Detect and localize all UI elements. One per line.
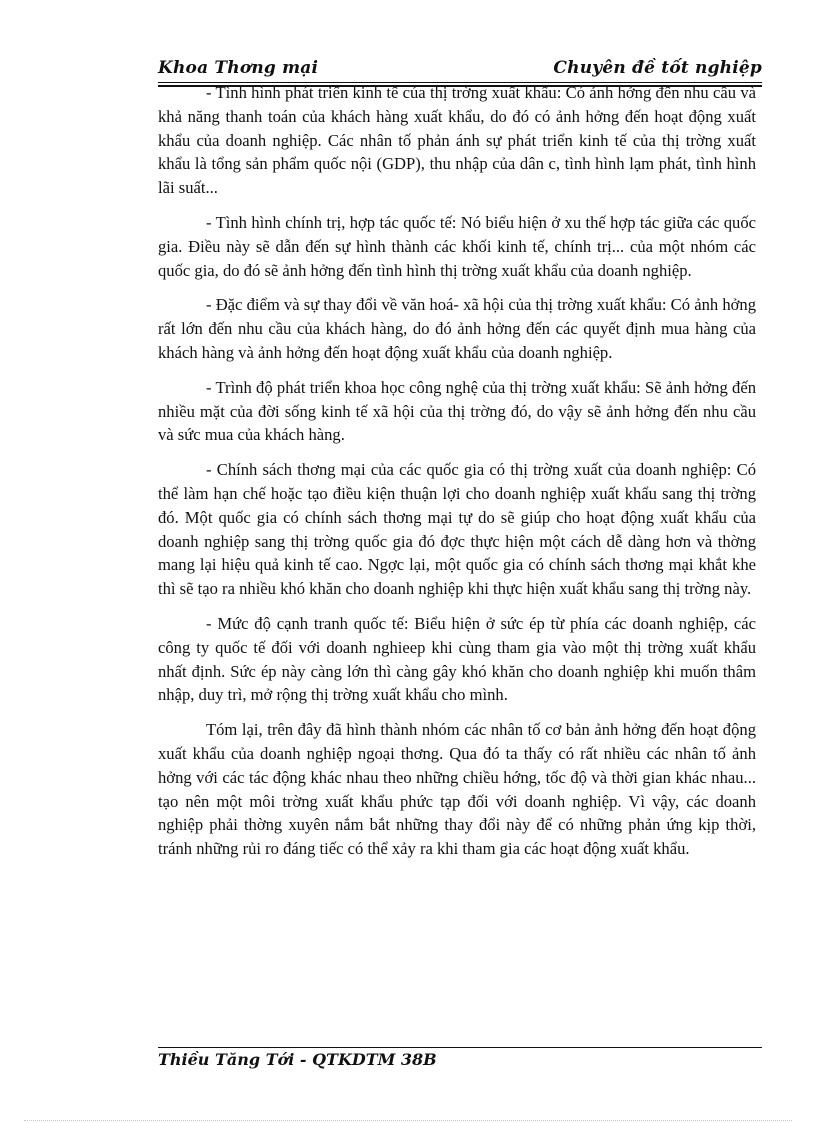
paragraph-conclusion: Tóm lại, trên đây đã hình thành nhóm các nhân tố cơ bản ảnh hởng đến hoạt động xuất khẩu của doanh nghiệp ngoại thơng. Qua đó ta thấy có rất nhiều các nhân tố ảnh hởng với các tác động khác nhau theo những chiều hớng, tốc độ và thời gian khác nhau... tạo nên một môi trờng xuất khẩu phức tạp đối với doanh nghiệp. Vì vậy, các doanh nghiệp phải thờng xuyên nắm bắt những thay đổi này để có những phản ứng kịp thời, tránh những rủi ro đáng tiếc có thể xảy ra khi tham gia các hoạt động xuất khẩu.: [158, 720, 756, 859]
paragraph-science-technology: - Trình độ phát triển khoa học công nghệ của thị trờng xuất khẩu: Sẽ ảnh hởng đến nhiều mặt của đời sống kinh tế xã hội của thị trờng đó, do vậy sẽ ảnh hởng đến nhu cầu và sức mua của khách hàng.: [158, 377, 756, 445]
paragraph-trade-policy: - Chính sách thơng mại của các quốc gia có thị trờng xuất của doanh nghiệp: Có thể làm hạn chế hoặc tạo điều kiện thuận lợi cho doanh nghiệp xuất khẩu sang thị trờng đó. Một quốc gia có chính sách thơng mại tự do sẽ giúp cho hoạt động xuất khẩu của doanh nghiệp sang thị trờng quốc gia đó đợc thực hiện một cách dễ dàng hơn và thờng mang lại hiệu quả kinh tế cao. Ngợc lại, một quốc gia có chính sách thơng mại khắt khe thì sẽ tạo ra nhiều khó khăn cho doanh nghiệp khi thực hiện xuất khẩu sang thị trờng này.: [158, 460, 756, 599]
footer-rule: [158, 1047, 762, 1048]
paragraph-economic-development: - Tình hình phát triển kinh tế của thị trờng xuất khẩu: Có ảnh hởng đến nhu cầu và khả năng thanh toán của khách hàng xuất khẩu, do đó có ảnh hởng đến hoạt động xuất khẩu của doanh nghiệp. Các nhân tố phản ánh sự phát triển kinh tế của thị trờng xuất khẩu là tổng sản phẩm quốc nội (GDP), thu nhập của dân c, tình hình lạm phát, tình hình lãi suất...: [158, 83, 756, 198]
header-report-title: Chuyên đề tốt nghiệp: [553, 58, 762, 78]
paragraph-competition: - Mức độ cạnh tranh quốc tế: Biểu hiện ở sức ép từ phía các doanh nghiệp, các công ty quốc tế đối với doanh nghieep khi cùng tham gia vào một thị trờng xuất khẩu nhất định. Sức ép này càng lớn thì càng gây khó khăn cho doanh nghiệp khi muốn thâm nhập, duy trì, mở rộng thị trờng xuất khẩu cho mình.: [158, 613, 756, 705]
page-bottom-border: [24, 1120, 792, 1121]
footer-author: Thiều Tăng Tới - QTKDTM 38B: [158, 1050, 437, 1069]
header-department: Khoa Thơng mại: [158, 58, 319, 78]
paragraph-politics-cooperation: - Tình hình chính trị, hợp tác quốc tế: Nó biểu hiện ở xu thế hợp tác giữa các quốc gia. Điều này sẽ dẫn đến sự hình thành các khối kinh tế, chính trị... của một nhóm các quốc gia, do đó sẽ ảnh hởng đến tình hình thị trờng xuất khẩu của doanh nghiệp.: [158, 212, 756, 280]
paragraph-culture-society: - Đặc điểm và sự thay đổi về văn hoá- xã hội của thị trờng xuất khẩu: Có ảnh hởng rất lớn đến nhu cầu của khách hàng, do đó ảnh hởng đến các quyết định mua hàng của khách hàng và ảnh hởng đến hoạt động xuất khẩu của doanh nghiệp.: [158, 295, 756, 362]
body-text: [158, 81, 756, 872]
page-header: [158, 58, 762, 82]
